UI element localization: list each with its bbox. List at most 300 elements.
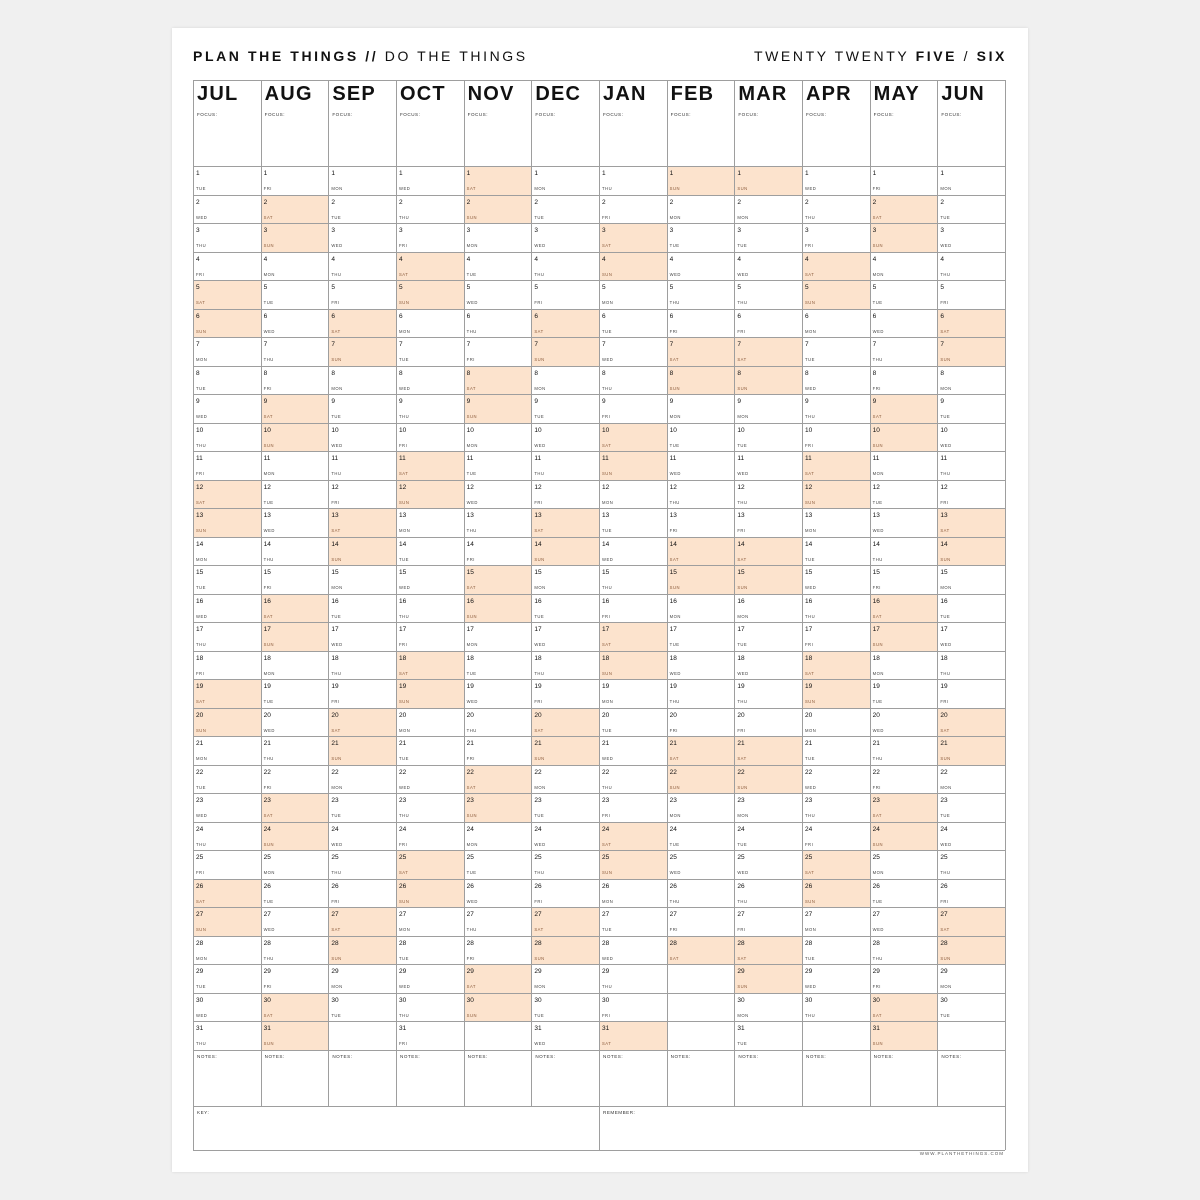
day-cell[interactable] bbox=[193, 423, 261, 452]
day-cell[interactable] bbox=[193, 565, 261, 594]
day-cell[interactable] bbox=[531, 280, 599, 309]
day-cell[interactable] bbox=[396, 195, 464, 224]
day-cell[interactable] bbox=[870, 223, 938, 252]
day-cell[interactable] bbox=[599, 451, 667, 480]
day-cell[interactable] bbox=[328, 736, 396, 765]
day-cell[interactable] bbox=[734, 166, 802, 195]
day-cell[interactable] bbox=[531, 537, 599, 566]
day-cell[interactable] bbox=[531, 594, 599, 623]
day-cell[interactable] bbox=[599, 622, 667, 651]
day-cell[interactable] bbox=[193, 907, 261, 936]
day-cell[interactable] bbox=[531, 708, 599, 737]
day-cell[interactable] bbox=[870, 850, 938, 879]
day-cell[interactable] bbox=[937, 223, 1005, 252]
day-cell[interactable] bbox=[937, 793, 1005, 822]
day-cell[interactable] bbox=[599, 993, 667, 1022]
day-cell[interactable] bbox=[193, 822, 261, 851]
day-cell[interactable] bbox=[734, 451, 802, 480]
day-cell[interactable] bbox=[328, 565, 396, 594]
day-cell[interactable] bbox=[193, 964, 261, 993]
day-cell[interactable] bbox=[937, 964, 1005, 993]
day-cell[interactable] bbox=[396, 879, 464, 908]
day-cell[interactable] bbox=[531, 1021, 599, 1050]
day-cell[interactable] bbox=[667, 651, 735, 680]
day-cell[interactable] bbox=[396, 252, 464, 281]
day-cell[interactable] bbox=[870, 166, 938, 195]
day-cell[interactable] bbox=[802, 594, 870, 623]
day-cell[interactable] bbox=[328, 337, 396, 366]
day-cell[interactable] bbox=[193, 793, 261, 822]
day-cell[interactable] bbox=[464, 622, 532, 651]
day-cell[interactable] bbox=[870, 565, 938, 594]
day-cell[interactable] bbox=[937, 622, 1005, 651]
day-cell[interactable] bbox=[599, 879, 667, 908]
day-cell[interactable] bbox=[937, 366, 1005, 395]
day-cell[interactable] bbox=[464, 451, 532, 480]
day-cell[interactable] bbox=[802, 480, 870, 509]
day-cell[interactable] bbox=[870, 309, 938, 338]
day-cell[interactable] bbox=[937, 451, 1005, 480]
day-cell[interactable] bbox=[261, 337, 329, 366]
day-cell[interactable] bbox=[599, 594, 667, 623]
day-cell[interactable] bbox=[802, 765, 870, 794]
day-cell[interactable] bbox=[599, 366, 667, 395]
day-cell[interactable] bbox=[802, 309, 870, 338]
day-cell[interactable] bbox=[870, 423, 938, 452]
day-cell[interactable] bbox=[261, 964, 329, 993]
day-cell[interactable] bbox=[396, 394, 464, 423]
day-cell[interactable] bbox=[531, 309, 599, 338]
day-cell[interactable] bbox=[667, 622, 735, 651]
day-cell[interactable] bbox=[667, 166, 735, 195]
day-cell[interactable] bbox=[734, 594, 802, 623]
day-cell[interactable] bbox=[734, 736, 802, 765]
day-cell[interactable] bbox=[328, 480, 396, 509]
day-cell[interactable] bbox=[193, 337, 261, 366]
day-cell[interactable] bbox=[599, 480, 667, 509]
day-cell[interactable] bbox=[734, 565, 802, 594]
day-cell[interactable] bbox=[396, 280, 464, 309]
day-cell[interactable] bbox=[396, 651, 464, 680]
day-cell[interactable] bbox=[937, 480, 1005, 509]
day-cell[interactable] bbox=[937, 679, 1005, 708]
day-cell[interactable] bbox=[328, 508, 396, 537]
day-cell[interactable] bbox=[870, 252, 938, 281]
day-cell[interactable] bbox=[261, 993, 329, 1022]
day-cell[interactable] bbox=[328, 252, 396, 281]
day-cell[interactable] bbox=[464, 508, 532, 537]
day-cell[interactable] bbox=[261, 480, 329, 509]
day-cell[interactable] bbox=[937, 508, 1005, 537]
day-cell[interactable] bbox=[870, 765, 938, 794]
day-cell[interactable] bbox=[328, 622, 396, 651]
day-cell[interactable] bbox=[667, 252, 735, 281]
day-cell[interactable] bbox=[937, 337, 1005, 366]
day-cell[interactable] bbox=[802, 736, 870, 765]
day-cell[interactable] bbox=[531, 166, 599, 195]
day-cell[interactable] bbox=[464, 964, 532, 993]
day-cell[interactable] bbox=[396, 993, 464, 1022]
day-cell[interactable] bbox=[667, 879, 735, 908]
day-cell[interactable] bbox=[396, 537, 464, 566]
day-cell[interactable] bbox=[870, 879, 938, 908]
day-cell[interactable] bbox=[464, 252, 532, 281]
day-cell[interactable] bbox=[937, 252, 1005, 281]
day-cell[interactable] bbox=[531, 394, 599, 423]
day-cell[interactable] bbox=[667, 537, 735, 566]
day-cell[interactable] bbox=[464, 223, 532, 252]
day-cell[interactable] bbox=[261, 765, 329, 794]
day-cell[interactable] bbox=[193, 366, 261, 395]
day-cell[interactable] bbox=[328, 879, 396, 908]
day-cell[interactable] bbox=[464, 879, 532, 908]
day-cell[interactable] bbox=[734, 280, 802, 309]
day-cell[interactable] bbox=[531, 651, 599, 680]
day-cell[interactable] bbox=[734, 907, 802, 936]
day-cell[interactable] bbox=[464, 793, 532, 822]
day-cell[interactable] bbox=[328, 907, 396, 936]
day-cell[interactable] bbox=[464, 651, 532, 680]
day-cell[interactable] bbox=[937, 907, 1005, 936]
day-cell[interactable] bbox=[734, 223, 802, 252]
day-cell[interactable] bbox=[937, 394, 1005, 423]
day-cell[interactable] bbox=[734, 337, 802, 366]
day-cell[interactable] bbox=[802, 936, 870, 965]
day-cell[interactable] bbox=[328, 594, 396, 623]
day-cell[interactable] bbox=[396, 679, 464, 708]
day-cell[interactable] bbox=[531, 252, 599, 281]
day-cell[interactable] bbox=[193, 394, 261, 423]
day-cell[interactable] bbox=[396, 480, 464, 509]
day-cell[interactable] bbox=[261, 822, 329, 851]
day-cell[interactable] bbox=[937, 594, 1005, 623]
day-cell[interactable] bbox=[193, 280, 261, 309]
day-cell[interactable] bbox=[261, 565, 329, 594]
day-cell[interactable] bbox=[396, 936, 464, 965]
day-cell[interactable] bbox=[396, 223, 464, 252]
day-cell[interactable] bbox=[464, 394, 532, 423]
day-cell[interactable] bbox=[802, 366, 870, 395]
day-cell[interactable] bbox=[531, 850, 599, 879]
day-cell[interactable] bbox=[328, 223, 396, 252]
day-cell[interactable] bbox=[667, 337, 735, 366]
day-cell[interactable] bbox=[464, 765, 532, 794]
day-cell[interactable] bbox=[261, 594, 329, 623]
day-cell[interactable] bbox=[734, 879, 802, 908]
day-cell[interactable] bbox=[193, 252, 261, 281]
day-cell[interactable] bbox=[667, 423, 735, 452]
day-cell[interactable] bbox=[667, 394, 735, 423]
day-cell[interactable] bbox=[531, 195, 599, 224]
day-cell[interactable] bbox=[870, 964, 938, 993]
day-cell[interactable] bbox=[870, 480, 938, 509]
day-cell[interactable] bbox=[464, 936, 532, 965]
day-cell[interactable] bbox=[464, 337, 532, 366]
day-cell[interactable] bbox=[870, 679, 938, 708]
day-cell[interactable] bbox=[599, 708, 667, 737]
day-cell[interactable] bbox=[531, 765, 599, 794]
day-cell[interactable] bbox=[464, 423, 532, 452]
day-cell[interactable] bbox=[599, 423, 667, 452]
day-cell[interactable] bbox=[802, 822, 870, 851]
day-cell[interactable] bbox=[531, 565, 599, 594]
day-cell[interactable] bbox=[193, 1021, 261, 1050]
day-cell[interactable] bbox=[802, 793, 870, 822]
day-cell[interactable] bbox=[667, 708, 735, 737]
day-cell[interactable] bbox=[734, 651, 802, 680]
day-cell[interactable] bbox=[261, 309, 329, 338]
day-cell[interactable] bbox=[802, 280, 870, 309]
day-cell[interactable] bbox=[802, 622, 870, 651]
day-cell[interactable] bbox=[870, 594, 938, 623]
day-cell[interactable] bbox=[734, 708, 802, 737]
day-cell[interactable] bbox=[937, 765, 1005, 794]
day-cell[interactable] bbox=[261, 793, 329, 822]
day-cell[interactable] bbox=[531, 907, 599, 936]
day-cell[interactable] bbox=[261, 195, 329, 224]
day-cell[interactable] bbox=[599, 765, 667, 794]
day-cell[interactable] bbox=[599, 252, 667, 281]
day-cell[interactable] bbox=[464, 195, 532, 224]
day-cell[interactable] bbox=[531, 451, 599, 480]
day-cell[interactable] bbox=[802, 907, 870, 936]
day-cell[interactable] bbox=[328, 765, 396, 794]
day-cell[interactable] bbox=[937, 309, 1005, 338]
day-cell[interactable] bbox=[464, 366, 532, 395]
day-cell[interactable] bbox=[328, 280, 396, 309]
day-cell[interactable] bbox=[464, 280, 532, 309]
day-cell[interactable] bbox=[328, 793, 396, 822]
day-cell[interactable] bbox=[396, 622, 464, 651]
day-cell[interactable] bbox=[599, 337, 667, 366]
day-cell[interactable] bbox=[464, 850, 532, 879]
day-cell[interactable] bbox=[464, 594, 532, 623]
day-cell[interactable] bbox=[734, 195, 802, 224]
day-cell[interactable] bbox=[193, 451, 261, 480]
day-cell[interactable] bbox=[734, 1021, 802, 1050]
day-cell[interactable] bbox=[193, 736, 261, 765]
day-cell[interactable] bbox=[667, 736, 735, 765]
day-cell[interactable] bbox=[937, 879, 1005, 908]
day-cell[interactable] bbox=[261, 252, 329, 281]
day-cell[interactable] bbox=[667, 451, 735, 480]
day-cell[interactable] bbox=[734, 394, 802, 423]
day-cell[interactable] bbox=[531, 964, 599, 993]
day-cell[interactable] bbox=[261, 907, 329, 936]
day-cell[interactable] bbox=[937, 993, 1005, 1022]
day-cell[interactable] bbox=[937, 708, 1005, 737]
day-cell[interactable] bbox=[531, 822, 599, 851]
day-cell[interactable] bbox=[734, 964, 802, 993]
day-cell[interactable] bbox=[396, 309, 464, 338]
day-cell[interactable] bbox=[802, 423, 870, 452]
day-cell[interactable] bbox=[734, 423, 802, 452]
day-cell[interactable] bbox=[261, 508, 329, 537]
day-cell[interactable] bbox=[193, 309, 261, 338]
day-cell[interactable] bbox=[261, 166, 329, 195]
day-cell[interactable] bbox=[396, 366, 464, 395]
day-cell[interactable] bbox=[328, 394, 396, 423]
day-cell[interactable] bbox=[531, 936, 599, 965]
day-cell[interactable] bbox=[667, 850, 735, 879]
day-cell[interactable] bbox=[667, 793, 735, 822]
day-cell[interactable] bbox=[734, 822, 802, 851]
day-cell[interactable] bbox=[667, 508, 735, 537]
day-cell[interactable] bbox=[328, 537, 396, 566]
day-cell[interactable] bbox=[599, 850, 667, 879]
day-cell[interactable] bbox=[667, 309, 735, 338]
day-cell[interactable] bbox=[531, 679, 599, 708]
day-cell[interactable] bbox=[193, 166, 261, 195]
day-cell[interactable] bbox=[599, 537, 667, 566]
day-cell[interactable] bbox=[396, 765, 464, 794]
day-cell[interactable] bbox=[261, 280, 329, 309]
day-cell[interactable] bbox=[667, 822, 735, 851]
day-cell[interactable] bbox=[531, 337, 599, 366]
day-cell[interactable] bbox=[328, 651, 396, 680]
day-cell[interactable] bbox=[328, 423, 396, 452]
day-cell[interactable] bbox=[802, 252, 870, 281]
day-cell[interactable] bbox=[328, 166, 396, 195]
day-cell[interactable] bbox=[193, 850, 261, 879]
day-cell[interactable] bbox=[599, 309, 667, 338]
day-cell[interactable] bbox=[734, 793, 802, 822]
day-cell[interactable] bbox=[464, 736, 532, 765]
day-cell[interactable] bbox=[396, 1021, 464, 1050]
day-cell[interactable] bbox=[734, 936, 802, 965]
day-cell[interactable] bbox=[193, 936, 261, 965]
day-cell[interactable] bbox=[870, 936, 938, 965]
day-cell[interactable] bbox=[531, 223, 599, 252]
day-cell[interactable] bbox=[328, 936, 396, 965]
day-cell[interactable] bbox=[599, 907, 667, 936]
day-cell[interactable] bbox=[396, 423, 464, 452]
day-cell[interactable] bbox=[531, 622, 599, 651]
day-cell[interactable] bbox=[734, 993, 802, 1022]
day-cell[interactable] bbox=[193, 993, 261, 1022]
day-cell[interactable] bbox=[464, 708, 532, 737]
day-cell[interactable] bbox=[870, 993, 938, 1022]
day-cell[interactable] bbox=[667, 280, 735, 309]
day-cell[interactable] bbox=[802, 565, 870, 594]
day-cell[interactable] bbox=[937, 822, 1005, 851]
day-cell[interactable] bbox=[870, 508, 938, 537]
day-cell[interactable] bbox=[802, 679, 870, 708]
day-cell[interactable] bbox=[937, 166, 1005, 195]
day-cell[interactable] bbox=[599, 964, 667, 993]
day-cell[interactable] bbox=[193, 537, 261, 566]
day-cell[interactable] bbox=[802, 337, 870, 366]
day-cell[interactable] bbox=[599, 394, 667, 423]
day-cell[interactable] bbox=[870, 337, 938, 366]
day-cell[interactable] bbox=[667, 936, 735, 965]
day-cell[interactable] bbox=[261, 708, 329, 737]
day-cell[interactable] bbox=[937, 936, 1005, 965]
day-cell[interactable] bbox=[328, 822, 396, 851]
day-cell[interactable] bbox=[599, 651, 667, 680]
day-cell[interactable] bbox=[261, 879, 329, 908]
day-cell[interactable] bbox=[599, 280, 667, 309]
day-cell[interactable] bbox=[599, 508, 667, 537]
day-cell[interactable] bbox=[870, 907, 938, 936]
day-cell[interactable] bbox=[802, 964, 870, 993]
day-cell[interactable] bbox=[193, 879, 261, 908]
day-cell[interactable] bbox=[870, 622, 938, 651]
day-cell[interactable] bbox=[802, 708, 870, 737]
day-cell[interactable] bbox=[802, 195, 870, 224]
day-cell[interactable] bbox=[193, 195, 261, 224]
day-cell[interactable] bbox=[667, 480, 735, 509]
day-cell[interactable] bbox=[193, 651, 261, 680]
day-cell[interactable] bbox=[328, 366, 396, 395]
day-cell[interactable] bbox=[328, 964, 396, 993]
day-cell[interactable] bbox=[937, 565, 1005, 594]
day-cell[interactable] bbox=[261, 622, 329, 651]
day-cell[interactable] bbox=[599, 195, 667, 224]
day-cell[interactable] bbox=[396, 451, 464, 480]
day-cell[interactable] bbox=[734, 480, 802, 509]
day-cell[interactable] bbox=[464, 822, 532, 851]
day-cell[interactable] bbox=[531, 480, 599, 509]
day-cell[interactable] bbox=[870, 451, 938, 480]
day-cell[interactable] bbox=[937, 423, 1005, 452]
day-cell[interactable] bbox=[667, 366, 735, 395]
day-cell[interactable] bbox=[464, 537, 532, 566]
day-cell[interactable] bbox=[802, 166, 870, 195]
day-cell[interactable] bbox=[193, 594, 261, 623]
day-cell[interactable] bbox=[802, 651, 870, 680]
day-cell[interactable] bbox=[193, 679, 261, 708]
day-cell[interactable] bbox=[261, 679, 329, 708]
day-cell[interactable] bbox=[870, 736, 938, 765]
day-cell[interactable] bbox=[193, 508, 261, 537]
day-cell[interactable] bbox=[464, 679, 532, 708]
day-cell[interactable] bbox=[802, 993, 870, 1022]
day-cell[interactable] bbox=[599, 565, 667, 594]
day-cell[interactable] bbox=[870, 708, 938, 737]
day-cell[interactable] bbox=[937, 651, 1005, 680]
day-cell[interactable] bbox=[937, 736, 1005, 765]
day-cell[interactable] bbox=[396, 166, 464, 195]
day-cell[interactable] bbox=[667, 594, 735, 623]
day-cell[interactable] bbox=[328, 993, 396, 1022]
day-cell[interactable] bbox=[464, 907, 532, 936]
day-cell[interactable] bbox=[464, 480, 532, 509]
day-cell[interactable] bbox=[464, 309, 532, 338]
day-cell[interactable] bbox=[734, 537, 802, 566]
day-cell[interactable] bbox=[937, 537, 1005, 566]
day-cell[interactable] bbox=[734, 765, 802, 794]
day-cell[interactable] bbox=[734, 366, 802, 395]
day-cell[interactable] bbox=[261, 423, 329, 452]
day-cell[interactable] bbox=[396, 337, 464, 366]
day-cell[interactable] bbox=[734, 622, 802, 651]
day-cell[interactable] bbox=[261, 451, 329, 480]
day-cell[interactable] bbox=[531, 879, 599, 908]
day-cell[interactable] bbox=[870, 822, 938, 851]
day-cell[interactable] bbox=[531, 366, 599, 395]
day-cell[interactable] bbox=[667, 679, 735, 708]
day-cell[interactable] bbox=[261, 537, 329, 566]
day-cell[interactable] bbox=[396, 907, 464, 936]
day-cell[interactable] bbox=[599, 1021, 667, 1050]
day-cell[interactable] bbox=[599, 679, 667, 708]
day-cell[interactable] bbox=[734, 508, 802, 537]
day-cell[interactable] bbox=[396, 964, 464, 993]
day-cell[interactable] bbox=[328, 451, 396, 480]
day-cell[interactable] bbox=[870, 537, 938, 566]
day-cell[interactable] bbox=[328, 708, 396, 737]
